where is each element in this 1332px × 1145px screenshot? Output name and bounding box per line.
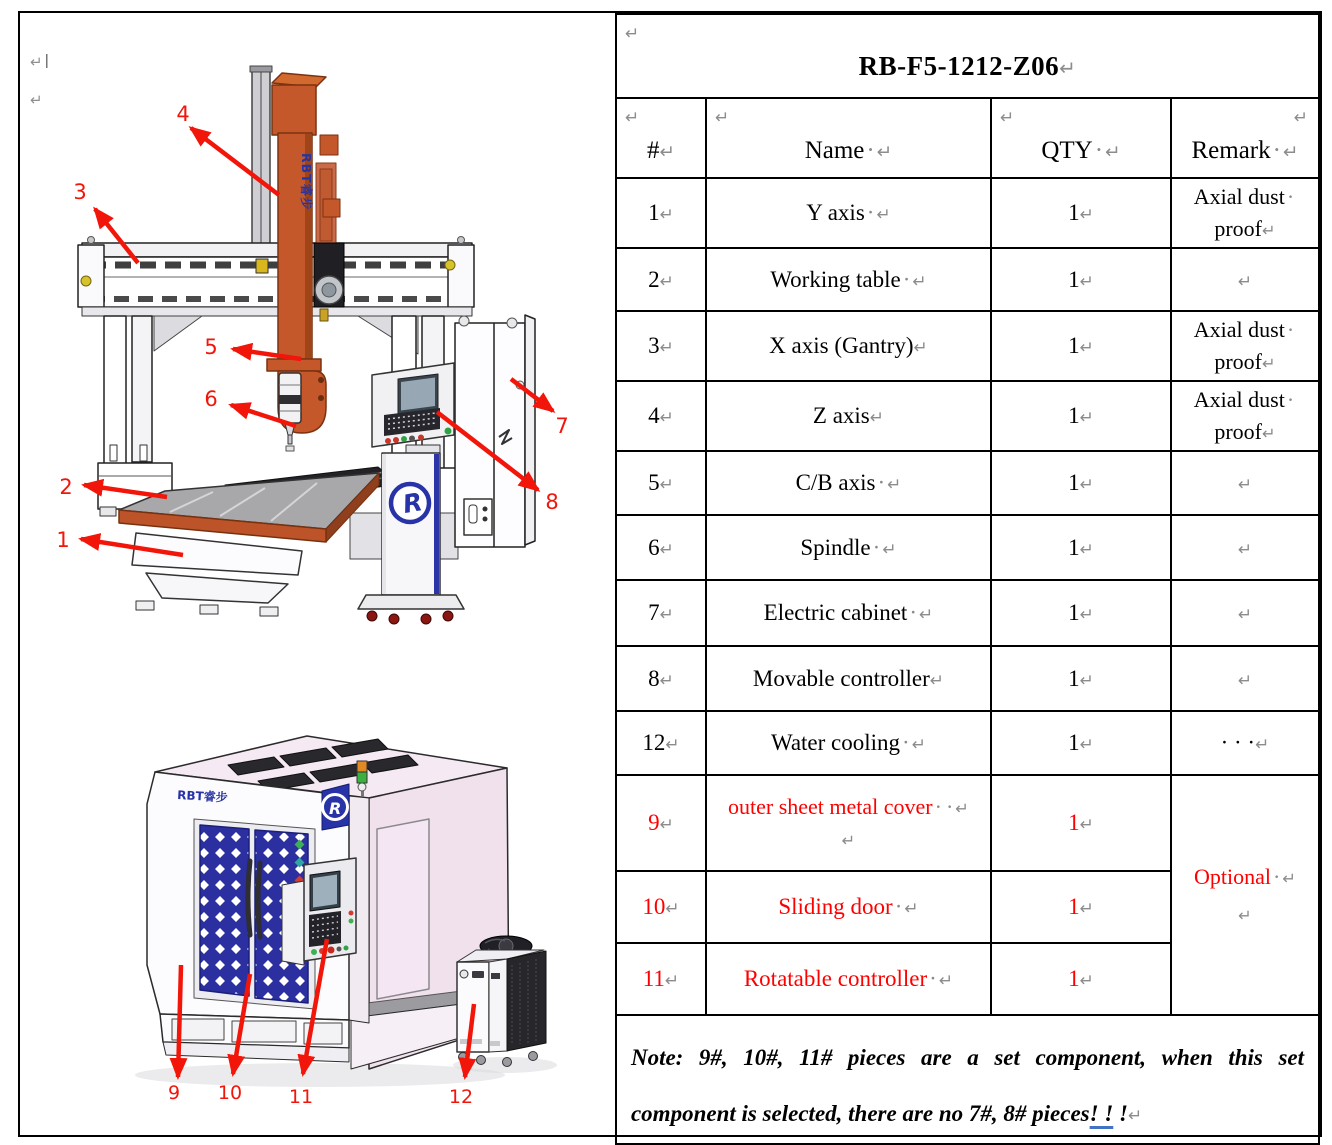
badge-logo: R bbox=[329, 799, 342, 818]
space-mark: · bbox=[1286, 387, 1295, 413]
cell-qty: 1↵ bbox=[991, 178, 1171, 248]
paragraph-mark: ↵ bbox=[904, 899, 919, 919]
col-header-name bbox=[706, 98, 991, 178]
cell-qty: 1↵ bbox=[991, 515, 1171, 580]
text-cursor bbox=[46, 54, 48, 68]
paragraph-mark: ↵ bbox=[1079, 338, 1094, 358]
paragraph-mark: ↵ bbox=[882, 539, 897, 560]
cell-num: 1↵ bbox=[616, 178, 706, 248]
door-handle bbox=[258, 863, 260, 937]
cell-qty: 1↵ bbox=[991, 711, 1171, 775]
paragraph-mark: ↵ bbox=[999, 108, 1015, 128]
callout-label-4: 4 bbox=[176, 102, 190, 126]
cell-name: X axis (Gantry)↵ bbox=[706, 311, 991, 381]
side-window bbox=[377, 819, 429, 999]
space-mark: · bbox=[929, 966, 937, 991]
cell-name: C/B axis· ↵ bbox=[706, 451, 991, 515]
controller-logo: R bbox=[400, 487, 425, 519]
callout-label-6: 6 bbox=[204, 387, 218, 411]
enclosure-brand-logo: RBT睿步 bbox=[176, 788, 229, 805]
cell-num: 7↵ bbox=[616, 580, 706, 646]
cell-qty: 1↵ bbox=[991, 451, 1171, 515]
cell-num: 8↵ bbox=[616, 646, 706, 711]
table-row bbox=[616, 646, 1319, 711]
cell-remark: Axial dust· proof↵ bbox=[1171, 311, 1319, 381]
cell-remark bbox=[1171, 451, 1319, 515]
cell-name: outer sheet metal cover· · ↵ ↵ bbox=[706, 775, 991, 871]
paragraph-mark: ↵ bbox=[659, 142, 675, 163]
cell-qty: 1↵ bbox=[991, 775, 1171, 871]
note-text: Note: 9#, 10#, 11# pieces are a set component, when this set component is selected, there are no 7#, 8# pieces bbox=[630, 1045, 1304, 1127]
cell-name: Y axis· ↵ bbox=[706, 178, 991, 248]
col-header-num bbox=[616, 98, 706, 178]
callout-label-5: 5 bbox=[204, 335, 218, 359]
paragraph-mark: ↵ bbox=[664, 971, 680, 991]
note-row bbox=[616, 1015, 1319, 1144]
cell-num: 4↵ bbox=[616, 381, 706, 451]
cell-remark bbox=[1171, 646, 1319, 711]
paragraph-mark: ↵ bbox=[659, 338, 674, 358]
paragraph-mark: ↵ bbox=[938, 971, 954, 991]
paragraph-mark: ↵ bbox=[1079, 815, 1094, 835]
paragraph-mark: ↵ bbox=[665, 899, 680, 919]
paragraph-mark: ↵ bbox=[911, 735, 926, 755]
space-mark: · bbox=[1272, 137, 1281, 164]
paragraph-mark: ↵ bbox=[30, 53, 43, 71]
cell-num: 5↵ bbox=[616, 451, 706, 515]
cell-num: 2↵ bbox=[616, 248, 706, 311]
col-header-label: # bbox=[646, 137, 660, 164]
cell-name: Rotatable controller· ↵ bbox=[706, 943, 991, 1015]
note-text-end: ! bbox=[1113, 1101, 1128, 1127]
paragraph-mark: ↵ bbox=[1059, 55, 1077, 80]
space-mark: · bbox=[1273, 863, 1281, 889]
cell-remark bbox=[1171, 248, 1319, 311]
cell-qty: 1↵ bbox=[991, 580, 1171, 646]
door-handle bbox=[248, 861, 250, 935]
paragraph-mark: ↵ bbox=[876, 142, 893, 163]
paragraph-mark: ↵ bbox=[1282, 868, 1296, 888]
table-row bbox=[616, 178, 1319, 248]
paragraph-mark: ↵ bbox=[1079, 971, 1094, 991]
paragraph-mark: ↵ bbox=[1079, 408, 1094, 428]
title-row bbox=[616, 14, 1319, 98]
enclosed-machine-diagram bbox=[135, 736, 557, 1108]
cell-remark-optional: Optional· ↵ ↵ bbox=[1171, 775, 1319, 1015]
cell-num: 10↵ bbox=[616, 871, 706, 943]
table-row bbox=[616, 711, 1319, 775]
cell-remark bbox=[1171, 580, 1319, 646]
x-axis-gantry-beam bbox=[78, 237, 474, 317]
cell-num: 11↵ bbox=[616, 943, 706, 1015]
gantry-machine-diagram bbox=[56, 66, 568, 624]
paragraph-mark: ↵ bbox=[659, 670, 674, 691]
electric-cabinet bbox=[455, 315, 535, 547]
paragraph-mark: ↵ bbox=[714, 108, 730, 128]
paragraph-mark: ↵ bbox=[955, 799, 969, 819]
callout-label-3: 3 bbox=[73, 180, 87, 204]
callout-label-2: 2 bbox=[59, 475, 73, 499]
col-header-remark bbox=[1171, 98, 1319, 178]
machine-diagrams bbox=[20, 13, 619, 1135]
paragraph-mark: ↵ bbox=[659, 271, 674, 292]
paragraph-mark: ↵ bbox=[1105, 142, 1121, 163]
table-row bbox=[616, 451, 1319, 515]
paragraph-mark: ↵ bbox=[919, 605, 934, 625]
paragraph-mark: ↵ bbox=[929, 670, 945, 691]
col-header-label: Name bbox=[804, 137, 865, 164]
cell-num: 6↵ bbox=[616, 515, 706, 580]
paragraph-mark: ↵ bbox=[1282, 142, 1299, 163]
space-mark: · bbox=[909, 600, 917, 625]
callout-label-8: 8 bbox=[545, 490, 559, 514]
paragraph-mark: ↵ bbox=[624, 108, 640, 128]
paragraph-mark: ↵ bbox=[841, 831, 856, 850]
cell-num: 9↵ bbox=[616, 775, 706, 871]
callout-label-11: 11 bbox=[288, 1086, 314, 1108]
cell-qty: 1↵ bbox=[991, 381, 1171, 451]
note-cell bbox=[616, 1015, 1319, 1144]
space-mark: · bbox=[902, 730, 910, 755]
cell-num: 3↵ bbox=[616, 311, 706, 381]
table-row bbox=[616, 311, 1319, 381]
paragraph-mark: ↵ bbox=[1079, 605, 1094, 625]
parts-table-panel bbox=[615, 13, 1320, 1135]
cell-name: Movable controller↵ bbox=[706, 646, 991, 711]
space-mark: · bbox=[1286, 317, 1295, 343]
paragraph-mark: ↵ bbox=[1237, 670, 1253, 691]
paragraph-mark: ↵ bbox=[1079, 539, 1094, 560]
cell-name: Electric cabinet· ↵ bbox=[706, 580, 991, 646]
space-mark: · bbox=[877, 470, 886, 495]
paragraph-mark: ↵ bbox=[869, 408, 885, 428]
cell-name: Spindle· ↵ bbox=[706, 515, 991, 580]
table-row bbox=[616, 515, 1319, 580]
space-mark: · bbox=[894, 894, 903, 919]
paragraph-mark: ↵ bbox=[1079, 205, 1094, 225]
paragraph-mark: ↵ bbox=[659, 475, 674, 495]
cell-remark: Axial dust· proof↵ bbox=[1171, 381, 1319, 451]
space-mark: · bbox=[1094, 137, 1104, 164]
z-rail bbox=[250, 66, 272, 262]
callout-label-10: 10 bbox=[217, 1082, 243, 1104]
note-underlined-text: ! ! bbox=[1089, 1101, 1114, 1127]
paragraph-mark: ↵ bbox=[665, 735, 680, 755]
callout-label-12: 12 bbox=[448, 1086, 474, 1108]
cell-remark: Axial dust· proof↵ bbox=[1171, 178, 1319, 248]
paragraph-mark: ↵ bbox=[1079, 271, 1094, 292]
spindle bbox=[279, 373, 301, 451]
paragraph-mark: ↵ bbox=[1127, 1106, 1143, 1127]
cell-remark bbox=[1171, 515, 1319, 580]
cell-qty: 1↵ bbox=[991, 311, 1171, 381]
paragraph-mark: ↵ bbox=[659, 815, 674, 835]
paragraph-mark: ↵ bbox=[1079, 899, 1094, 919]
cell-qty: 1↵ bbox=[991, 646, 1171, 711]
paragraph-mark: ↵ bbox=[912, 271, 927, 292]
callout-label-9: 9 bbox=[167, 1082, 181, 1104]
space-mark: · bbox=[866, 200, 875, 225]
machine-base bbox=[132, 533, 302, 616]
col-header-qty bbox=[991, 98, 1171, 178]
paragraph-mark: ↵ bbox=[1261, 221, 1276, 240]
cell-remark: · · ·↵ bbox=[1171, 711, 1319, 775]
cell-name: Working table· ↵ bbox=[706, 248, 991, 311]
paragraph-mark: ↵ bbox=[1255, 735, 1270, 755]
cell-qty: 1↵ bbox=[991, 248, 1171, 311]
paragraph-mark: ↵ bbox=[1238, 906, 1252, 925]
space-mark: · bbox=[872, 534, 881, 560]
table-row bbox=[616, 248, 1319, 311]
paragraph-mark: ↵ bbox=[659, 205, 674, 225]
space-mark: · bbox=[934, 794, 942, 820]
col-header-label: QTY bbox=[1041, 137, 1093, 164]
cell-name: Z axis↵ bbox=[706, 381, 991, 451]
paragraph-mark: ↵ bbox=[1237, 475, 1253, 495]
cell-name: Sliding door· ↵ bbox=[706, 871, 991, 943]
paragraph-mark: ↵ bbox=[1237, 271, 1253, 292]
paragraph-mark: ↵ bbox=[1261, 424, 1276, 443]
paragraph-mark: ↵ bbox=[1237, 539, 1253, 560]
header-row bbox=[616, 98, 1319, 178]
cell-qty: 1↵ bbox=[991, 871, 1171, 943]
paragraph-mark: ↵ bbox=[30, 91, 43, 109]
paragraph-mark: ↵ bbox=[624, 24, 640, 44]
table-title-cell bbox=[616, 14, 1319, 98]
paragraph-mark: ↵ bbox=[1261, 354, 1276, 373]
space-mark: · bbox=[902, 266, 911, 292]
paragraph-mark: ↵ bbox=[1293, 108, 1308, 128]
paragraph-mark: ↵ bbox=[659, 539, 674, 560]
paragraph-mark: ↵ bbox=[659, 605, 674, 625]
brand-badge bbox=[322, 784, 349, 830]
illustration-panel bbox=[20, 13, 615, 1135]
callout-label-1: 1 bbox=[56, 528, 70, 552]
paragraph-mark: ↵ bbox=[1079, 475, 1094, 495]
paragraph-mark: ↵ bbox=[659, 408, 674, 428]
space-mark: · bbox=[945, 794, 954, 820]
space-mark: · bbox=[866, 137, 875, 164]
cell-name: Water cooling· ↵ bbox=[706, 711, 991, 775]
paragraph-mark: ↵ bbox=[1079, 670, 1094, 691]
callout-arrow-9 bbox=[178, 965, 181, 1077]
paragraph-mark: ↵ bbox=[913, 338, 928, 358]
paragraph-mark: ↵ bbox=[876, 205, 891, 225]
table-row bbox=[616, 580, 1319, 646]
callout-label-7: 7 bbox=[555, 414, 569, 438]
table-row bbox=[616, 775, 1319, 871]
paragraph-mark: ↵ bbox=[1237, 605, 1253, 625]
figure-frame bbox=[18, 11, 1322, 1137]
col-header-label: Remark bbox=[1191, 137, 1271, 164]
space-mark: · bbox=[1286, 184, 1295, 210]
paragraph-mark: ↵ bbox=[1079, 735, 1094, 755]
table-row bbox=[616, 381, 1319, 451]
cell-num: 12↵ bbox=[616, 711, 706, 775]
parts-table bbox=[615, 13, 1320, 1145]
page-title: RB-F5-1212-Z06 bbox=[858, 50, 1060, 81]
paragraph-mark: ↵ bbox=[887, 475, 902, 495]
cell-qty: 1↵ bbox=[991, 943, 1171, 1015]
column-brand-logo: RBT睿步 bbox=[299, 153, 314, 211]
